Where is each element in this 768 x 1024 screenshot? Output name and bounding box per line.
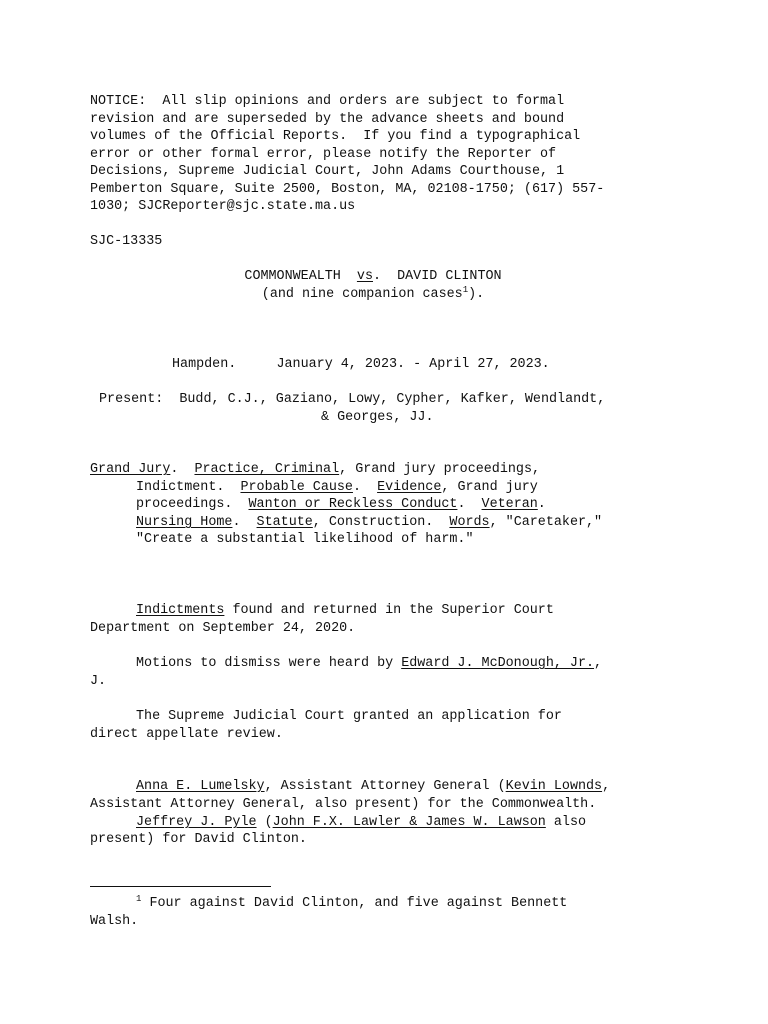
headnote-text: Indictment.: [136, 480, 241, 495]
headnote-text: , Grand jury proceedings,: [339, 462, 541, 477]
headnote-wanton: Wanton or Reckless Conduct: [248, 497, 458, 512]
footnote-text: Four against David Clinton, and five against Bennett: [141, 896, 568, 911]
notice-line: Decisions, Supreme Judicial Court, John Adams Courthouse, 1: [90, 164, 565, 179]
companion-cases: [0, 286, 757, 304]
procedural-line: The Supreme Judicial Court granted an application for: [136, 709, 562, 724]
headnote-text: .: [537, 497, 546, 512]
judge-name: Edward J. McDonough, Jr.: [401, 656, 595, 671]
counsel-text: also: [545, 815, 587, 830]
headnote-evidence: Evidence: [377, 480, 442, 495]
headnote-line: [136, 514, 602, 532]
headnote-text: .: [352, 480, 378, 495]
headnote-text: , Grand jury: [441, 480, 538, 495]
procedural-line: Department on September 24, 2020.: [90, 621, 356, 636]
notice-line: 1030; SJCReporter@sjc.state.ma.us: [90, 199, 356, 214]
headnote-line: "Create a substantial likelihood of harm.": [136, 532, 474, 547]
headnote-practice-criminal: Practice, Criminal: [194, 462, 340, 477]
procedural-line: [136, 655, 602, 673]
headnote-text: , "Caretaker,": [489, 515, 603, 530]
headnote-words: Words: [449, 515, 490, 530]
notice-line: Pemberton Square, Suite 2500, Boston, MA, 02108-1750; (617) 557-: [90, 182, 605, 197]
procedural-text: ,: [594, 656, 603, 671]
party-one: COMMONWEALTH: [244, 269, 341, 284]
headnote-text: .: [457, 497, 482, 512]
headnote-line: [136, 479, 538, 497]
procedural-text: found and returned in the Superior Court: [224, 603, 554, 618]
attorney-pyle: Jeffrey J. Pyle: [136, 815, 257, 830]
headnote-grand-jury: Grand Jury: [90, 462, 171, 477]
county: Hampden.: [172, 357, 237, 372]
procedural-line: [136, 602, 554, 620]
indictments-link: Indictments: [136, 603, 225, 618]
notice-line: NOTICE: All slip opinions and orders are subject to formal: [90, 94, 565, 109]
companion-close: ).: [468, 287, 485, 302]
counsel-text: (: [256, 815, 273, 830]
headnote-text: .: [232, 515, 257, 530]
footnote-line: [136, 895, 567, 913]
attorney-lownds: Kevin Lownds: [505, 779, 603, 794]
counsel-line: [136, 778, 610, 796]
procedural-line: direct appellate review.: [90, 727, 283, 742]
procedural-text: Motions to dismiss were heard by: [136, 656, 402, 671]
versus: vs: [356, 269, 373, 284]
counsel-line: present) for David Clinton.: [90, 832, 307, 847]
present-justices: Present: Budd, C.J., Gaziano, Lowy, Cypher, Kafker, Wendlandt,: [99, 392, 606, 407]
notice-line: error or other formal error, please notify the Reporter of: [90, 147, 557, 162]
headnote-text: , Construction.: [312, 515, 450, 530]
notice-line: volumes of the Official Reports. If you find a typographical: [90, 129, 581, 144]
case-caption: COMMONWEALTH vs. DAVID CLINTON: [244, 269, 502, 284]
party-two: DAVID CLINTON: [397, 269, 502, 284]
date-range: January 4, 2023. - April 27, 2023.: [276, 357, 550, 372]
headnote-veteran: Veteran: [481, 497, 538, 512]
counsel-line: Assistant Attorney General, also present) for the Commonwealth.: [90, 797, 597, 812]
headnote-text: proceedings.: [136, 497, 249, 512]
counsel-line: [136, 814, 586, 832]
attorney-lawler-lawson: John F.X. Lawler & James W. Lawson: [272, 815, 546, 830]
footnote-line: Walsh.: [90, 914, 139, 929]
docket-number: SJC-13335: [90, 234, 163, 249]
footnote-ref: 1: [462, 285, 469, 295]
headnote-line: [136, 496, 546, 514]
headnote-probable-cause: Probable Cause: [240, 480, 353, 495]
date-line: [172, 356, 550, 374]
headnote-line: Grand Jury. Practice, Criminal, Grand jury proceedings,: [90, 462, 541, 477]
present-justices-cont: & Georges, JJ.: [321, 410, 434, 425]
companion-text: (and nine companion cases: [261, 287, 463, 302]
headnote-statute: Statute: [256, 515, 313, 530]
notice-line: revision and are superseded by the advance sheets and bound: [90, 112, 565, 127]
headnote-nursing-home: Nursing Home: [136, 515, 233, 530]
procedural-line: J.: [90, 674, 107, 689]
counsel-text: ,: [602, 779, 611, 794]
attorney-lumelsky: Anna E. Lumelsky: [136, 779, 265, 794]
footnote-marker: 1: [136, 894, 142, 904]
footnote-rule: [90, 886, 271, 887]
counsel-text: , Assistant Attorney General (: [264, 779, 506, 794]
